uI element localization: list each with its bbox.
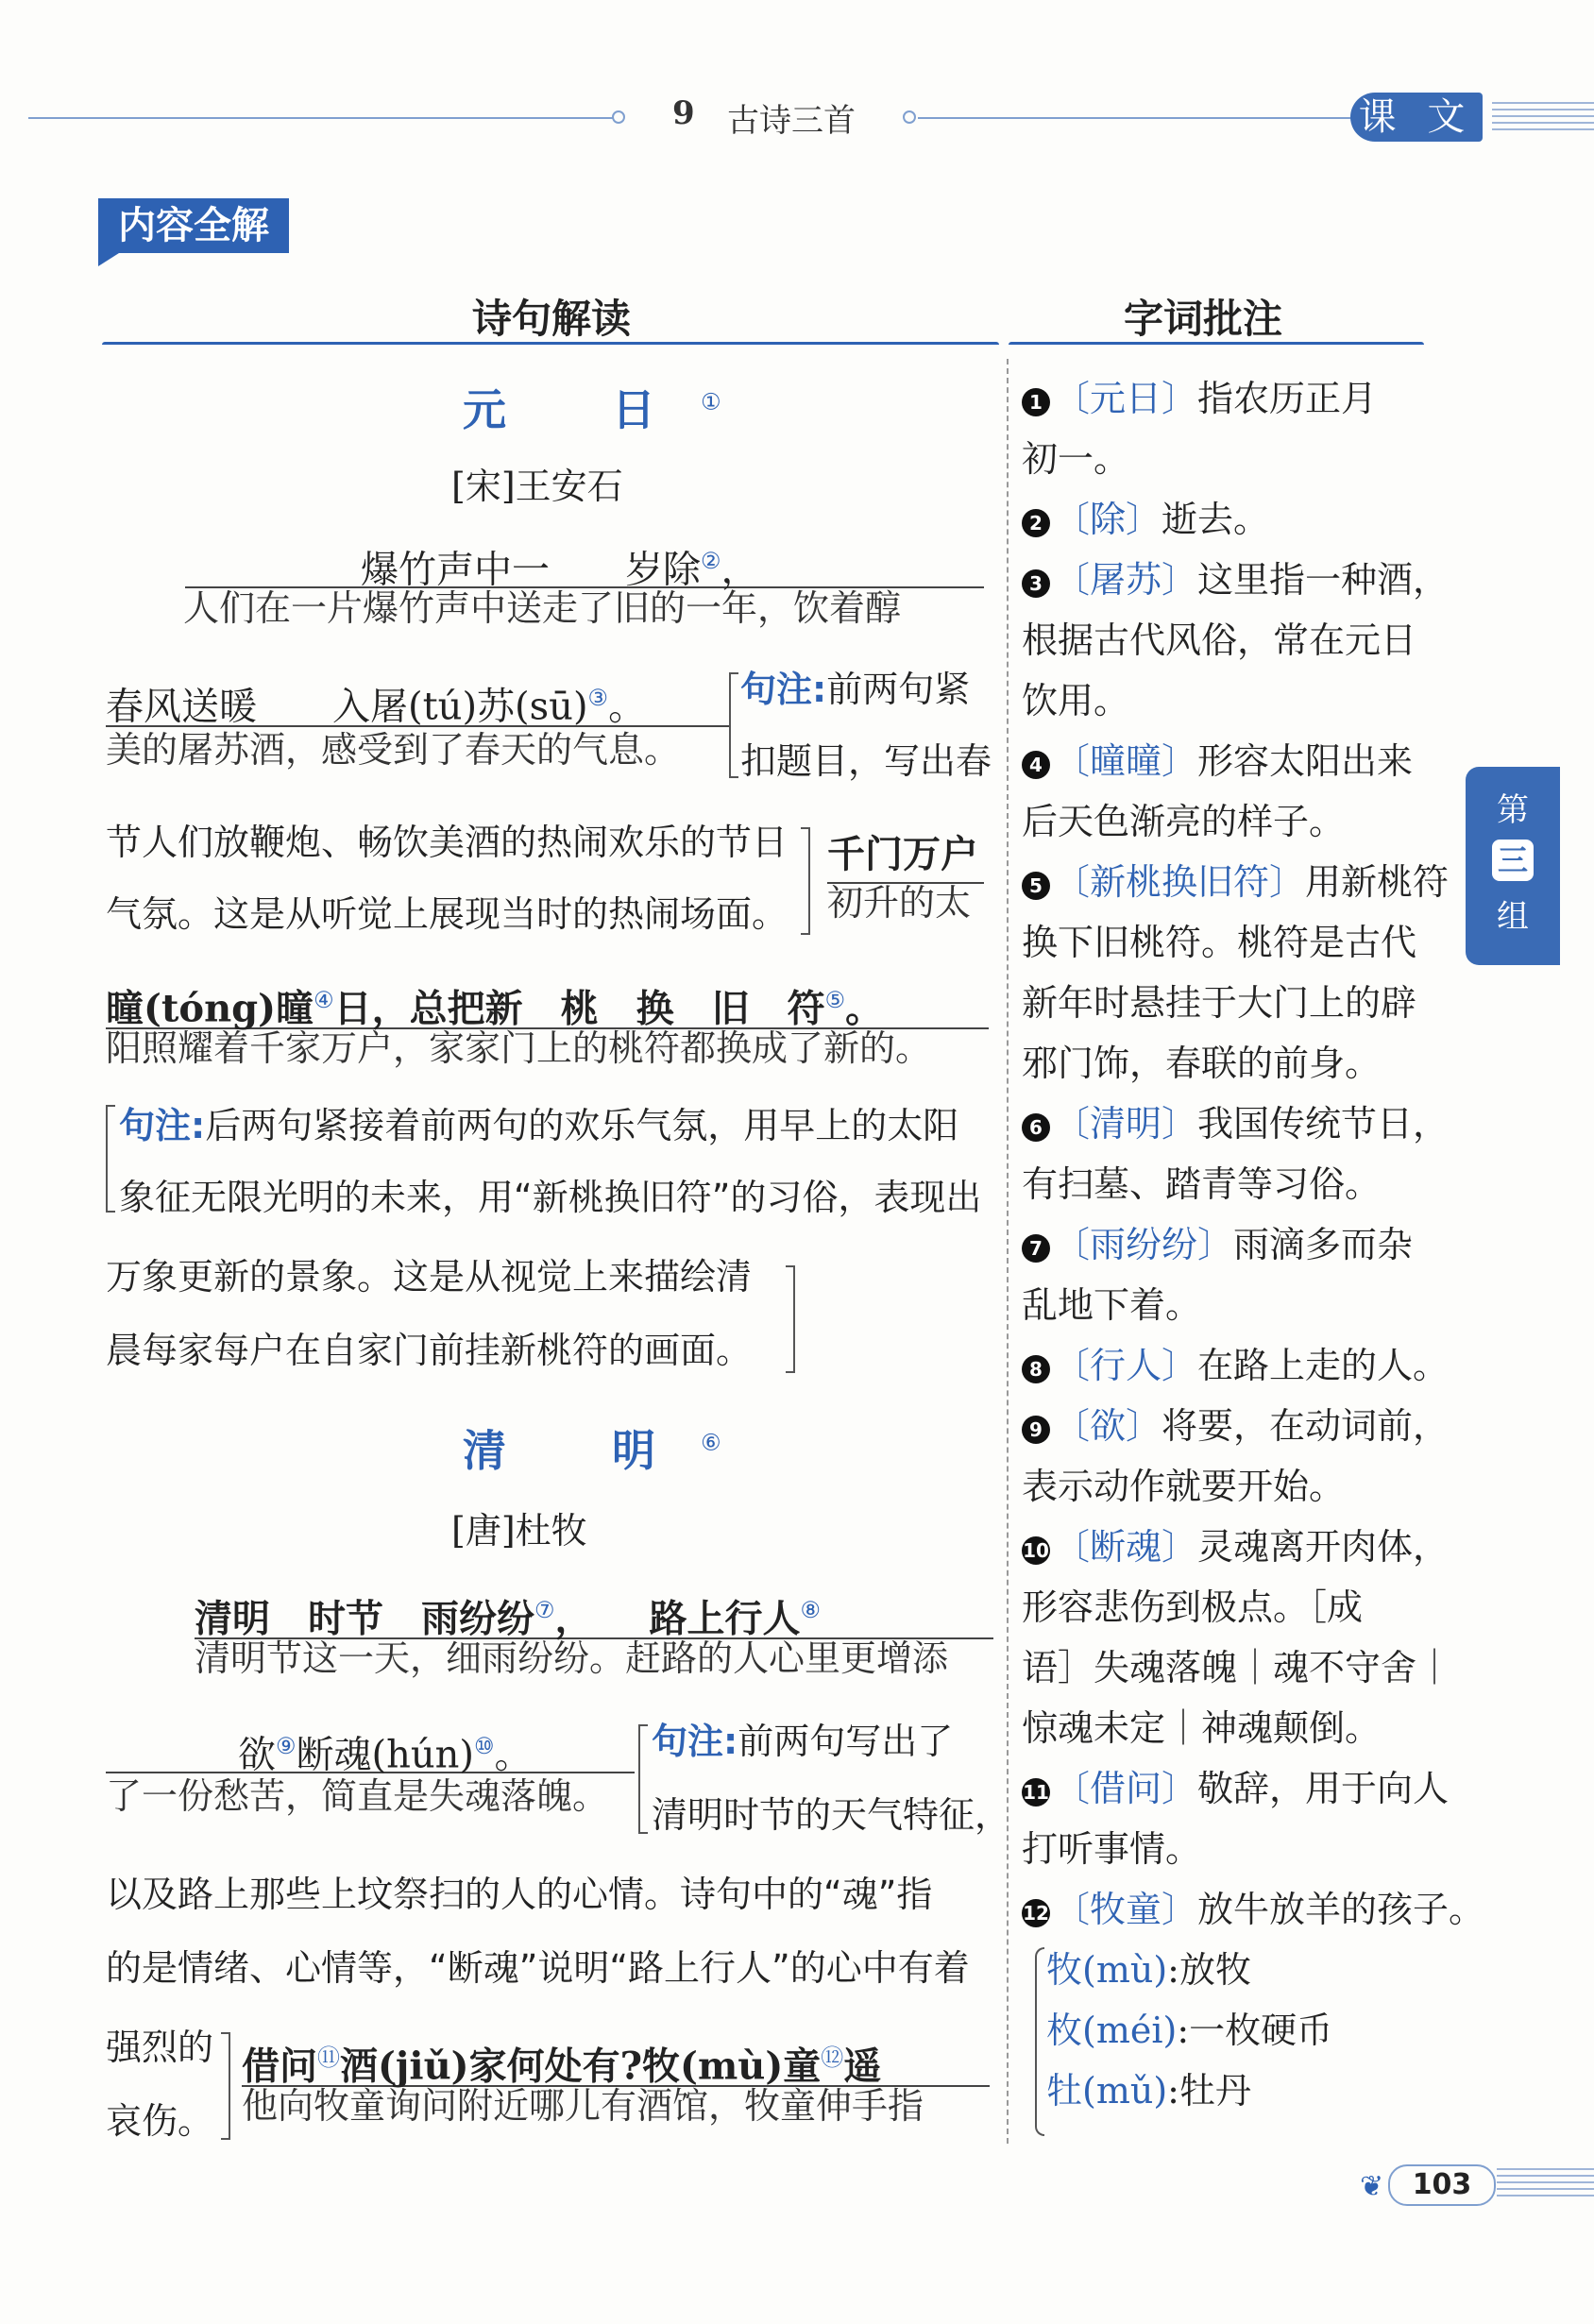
left-column-rule [102, 342, 999, 345]
gloss-text: 灵魂离开肉体， [1197, 1526, 1450, 1568]
compare-char: 枚(méi) [1046, 2010, 1178, 2051]
char-compare-item [1046, 2061, 1251, 2121]
poem1-line3: 千门万户 [827, 827, 984, 884]
poem2-author: [唐]杜牧 [451, 1510, 587, 1552]
poem2-note1-bracket-bottom [221, 2032, 230, 2140]
poem2-note1-line3: 以及路上那些上坟祭扫的人的心情。诗句中的“魂”指 [106, 1874, 933, 1915]
poem2-line3: 借问⑪酒(jiǔ)家何处有?牧(mù)童⑫遥 [242, 2030, 990, 2087]
gloss-text: 饮用。 [1022, 680, 1130, 721]
gloss-text: 我国传统节日， [1197, 1103, 1450, 1145]
gloss-number: 6 [1022, 1113, 1050, 1142]
char-compare-item [1046, 1940, 1251, 2000]
gloss-text: 放牛放羊的孩子。 [1197, 1889, 1485, 1930]
gloss-number: 4 [1022, 751, 1050, 779]
leaf-icon: ❦ [1360, 2170, 1384, 2203]
char-compare-bracket [1035, 1947, 1044, 2136]
gloss-item [1022, 1517, 1449, 1577]
gloss-number: 7 [1022, 1234, 1050, 1263]
poem2-note1-line2: 清明时节的天气特征， [652, 1794, 1011, 1836]
footer-stripes [1497, 2168, 1594, 2200]
poem1-translation3: 初升的太 [827, 882, 972, 924]
poem1-line1: 爆竹声中一 岁除②， [185, 534, 984, 588]
gloss-number: 3 [1022, 569, 1050, 598]
poem1-line2: 春风送暖 入屠(tú)苏(sū)③。 [106, 670, 729, 727]
unit-side-tab [1466, 767, 1560, 965]
gloss-item [1022, 489, 1269, 550]
gloss-text: 逝去。 [1162, 499, 1270, 540]
poem1-note1-line3: 节人们放鞭炮、畅饮美酒的热闹欢乐的节日 [106, 822, 789, 863]
gloss-text: 在路上走的人。 [1197, 1345, 1450, 1386]
header-rule-right [918, 117, 1352, 119]
compare-text: :牡丹 [1167, 2070, 1251, 2112]
header-stripes [1492, 102, 1594, 134]
poem2-note1-line5: 强烈的 [106, 2027, 214, 2068]
gloss-item [1022, 1396, 1449, 1456]
gloss-item [1022, 912, 1416, 973]
gloss-text: 初一。 [1022, 438, 1130, 480]
gloss-item [1022, 852, 1449, 912]
header-rule-left [28, 117, 614, 119]
gloss-item [1022, 1577, 1363, 1637]
gloss-text: 将要，在动词前， [1162, 1405, 1450, 1447]
gloss-text: 有扫墓、踏青等习俗。 [1022, 1163, 1382, 1205]
poem2-line2: 欲⑨断魂(hún)⑩。 [106, 1719, 635, 1773]
gloss-text: 敬辞，用于向人 [1197, 1768, 1450, 1809]
char-compare-item [1046, 2000, 1332, 2061]
gloss-number: 1 [1022, 388, 1050, 416]
gloss-item [1022, 670, 1129, 731]
gloss-text: 这里指一种酒， [1197, 559, 1450, 601]
poem1-line4: 曈(tóng)曈④日，总把新 桃 换 旧 符⑤。 [106, 973, 989, 1029]
poem1-translation4: 阳照耀着千家万户，家家门上的桃符都换成了新的。 [106, 1027, 932, 1069]
gloss-number: 8 [1022, 1355, 1050, 1383]
section-tag-tail [98, 253, 119, 266]
compare-char: 牡(mǔ) [1046, 2070, 1168, 2112]
gloss-item [1022, 1698, 1381, 1758]
right-column-heading: 字词批注 [1124, 296, 1283, 342]
gloss-item [1022, 1456, 1345, 1517]
gloss-item [1022, 973, 1416, 1033]
poem1-note1-line4: 气氛。这是从听觉上展现当时的热闹场面。 [106, 893, 789, 935]
gloss-item [1022, 1879, 1484, 1940]
gloss-term: 〔曈曈〕 [1054, 740, 1198, 782]
poem1-note2-bracket-top [106, 1105, 115, 1213]
gloss-number: 11 [1022, 1778, 1050, 1807]
header-dot-left [612, 110, 625, 124]
gloss-item [1022, 1214, 1413, 1275]
gloss-number: 5 [1022, 872, 1050, 900]
gloss-item [1022, 368, 1377, 429]
gloss-text: 惊魂未定｜神魂颠倒。 [1022, 1707, 1382, 1749]
lesson-type-badge: 课 文 [1350, 93, 1483, 142]
gloss-term: 〔元日〕 [1054, 378, 1198, 419]
gloss-term: 〔新桃换旧符〕 [1054, 861, 1306, 903]
poem1-note1-line2: 扣题目，写出春 [740, 740, 992, 782]
poem1-note1-bracket-top [729, 672, 738, 778]
gloss-text: 形容太阳出来 [1197, 740, 1414, 782]
poem2-translation1: 清明节这一天，细雨纷纷。赶路的人心里更增添 [195, 1637, 949, 1679]
gloss-term: 〔欲〕 [1054, 1405, 1162, 1447]
gloss-text: 用新桃符 [1305, 861, 1450, 903]
gloss-item [1022, 1819, 1201, 1879]
column-divider [1007, 359, 1009, 2144]
gloss-item [1022, 1154, 1381, 1214]
gloss-term: 〔除〕 [1054, 499, 1162, 540]
poem2-title: 清 明⑥ [463, 1425, 721, 1476]
gloss-text: 语］失魂落魄｜魂不守舍｜ [1022, 1647, 1453, 1688]
side-tab-number: 三 [1492, 840, 1534, 881]
poem1-note2-bracket-bottom [786, 1265, 795, 1373]
poem1-translation2: 美的屠苏酒，感受到了春天的气息。 [106, 729, 681, 771]
gloss-item [1022, 550, 1449, 610]
gloss-item [1022, 1637, 1452, 1698]
gloss-term: 〔牧童〕 [1054, 1889, 1198, 1930]
gloss-number: 2 [1022, 509, 1050, 537]
gloss-text: 雨滴多而杂 [1233, 1224, 1414, 1265]
poem1-note2-line1: 句注:后两句紧接着前两句的欢乐气氛，用早上的太阳 [119, 1105, 959, 1146]
poem1-note1-bracket-bottom [801, 827, 810, 935]
poem1-title: 元 日① [463, 384, 721, 435]
poem1-note2-line3: 万象更新的景象。这是从视觉上来描绘清 [106, 1256, 753, 1298]
gloss-item [1022, 1033, 1381, 1094]
poem2-note1-line1: 句注:前两句写出了 [652, 1721, 954, 1762]
gloss-text: 根据古代风俗，常在元日 [1022, 619, 1417, 661]
gloss-number: 9 [1022, 1416, 1050, 1444]
poem1-translation1: 人们在一片爆竹声中送走了旧的一年，饮着醇 [183, 587, 902, 629]
poem2-translation2: 了一份愁苦，简直是失魂落魄。 [106, 1775, 609, 1817]
gloss-text: 换下旧桃符。桃符是古代 [1022, 922, 1417, 963]
gloss-term: 〔屠苏〕 [1054, 559, 1198, 601]
compare-char: 牧(mù) [1046, 1949, 1168, 1991]
lesson-title: 古诗三首 [727, 102, 856, 140]
poem2-note1-bracket-top [638, 1724, 648, 1834]
poem2-note1-line4: 的是情绪、心情等，“断魂”说明“路上行人”的心中有着 [106, 1947, 970, 1989]
gloss-text: 指农历正月 [1197, 378, 1378, 419]
gloss-term: 〔清明〕 [1054, 1103, 1198, 1145]
gloss-number: 10 [1022, 1536, 1050, 1565]
gloss-term: 〔雨纷纷〕 [1054, 1224, 1234, 1265]
page-number: 103 [1388, 2164, 1496, 2206]
poem2-note1-line6: 哀伤。 [106, 2100, 214, 2142]
gloss-item [1022, 1758, 1449, 1819]
poem1-note1-line1: 句注:前两句紧 [740, 669, 971, 710]
gloss-item [1022, 1275, 1201, 1335]
gloss-item [1022, 731, 1413, 791]
compare-text: :放牧 [1167, 1949, 1251, 1991]
side-tab-suffix: 组 [1497, 898, 1529, 936]
gloss-text: 形容悲伤到极点。［成 [1022, 1586, 1364, 1628]
gloss-term: 〔借问〕 [1054, 1768, 1198, 1809]
poem1-author: [宋]王安石 [451, 466, 623, 507]
header-dot-right [903, 110, 916, 124]
side-tab-prefix: 第 [1497, 791, 1529, 829]
gloss-text: 新年时悬挂于大门上的辟 [1022, 982, 1417, 1024]
gloss-term: 〔行人〕 [1054, 1345, 1198, 1386]
gloss-term: 〔断魂〕 [1054, 1526, 1198, 1568]
gloss-item [1022, 429, 1129, 489]
compare-text: :一枚硬币 [1177, 2010, 1333, 2051]
right-column-rule [1009, 342, 1424, 345]
section-tag: 内容全解 [98, 198, 289, 253]
left-column-heading: 诗句解读 [472, 296, 632, 342]
gloss-number: 12 [1022, 1899, 1050, 1927]
gloss-item [1022, 610, 1416, 670]
gloss-text: 打听事情。 [1022, 1828, 1202, 1870]
gloss-text: 乱地下着。 [1022, 1284, 1202, 1326]
gloss-item [1022, 1094, 1449, 1154]
lesson-number: 9 [672, 94, 695, 132]
poem2-translation3: 他向牧童询问附近哪儿有酒馆，牧童伸手指 [242, 2085, 924, 2127]
gloss-text: 后天色渐亮的样子。 [1022, 801, 1346, 842]
poem1-note2-line2: 象征无限光明的未来，用“新桃换旧符”的习俗，表现出 [119, 1177, 982, 1218]
poem1-note2-line4: 晨每家每户在自家门前挂新桃符的画面。 [106, 1330, 753, 1371]
gloss-item [1022, 1335, 1449, 1396]
poem2-line1: 清明 时节 雨纷纷⑦， 路上行人⑧ [195, 1583, 993, 1639]
gloss-text: 邪门饰，春联的前身。 [1022, 1043, 1382, 1084]
gloss-item [1022, 791, 1345, 852]
gloss-text: 表示动作就要开始。 [1022, 1466, 1346, 1507]
